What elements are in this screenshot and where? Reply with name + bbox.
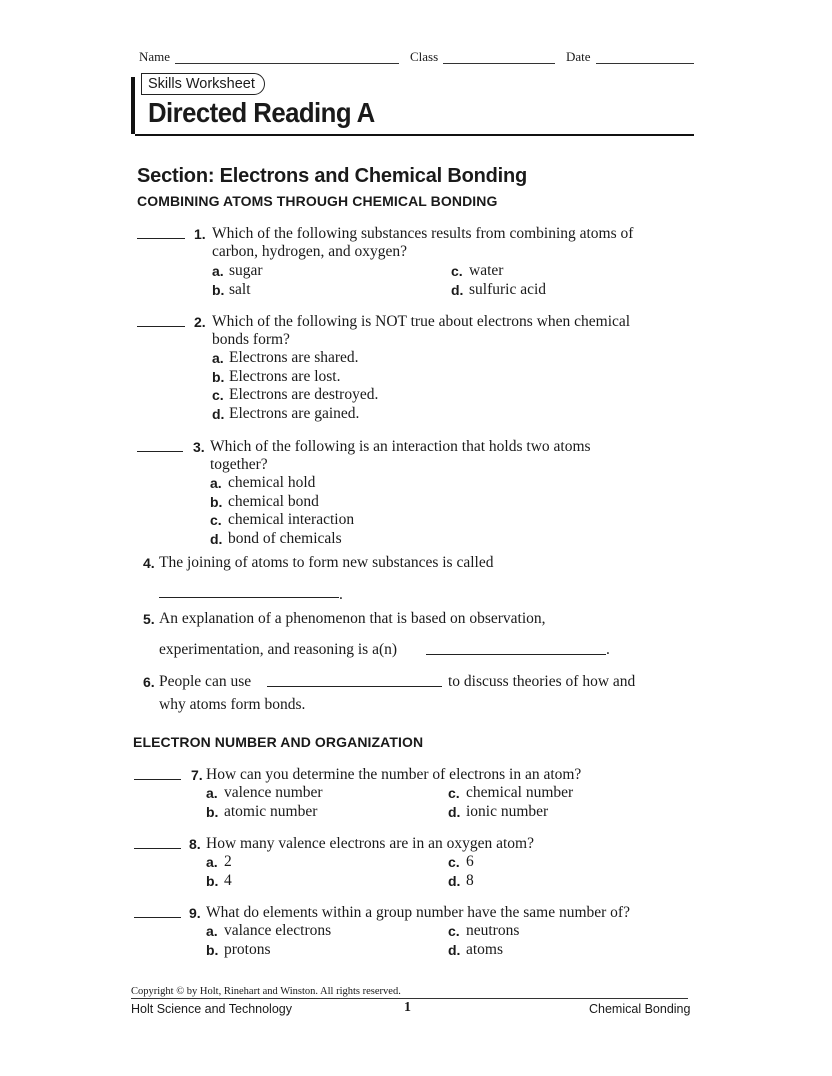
option-text: salt [229,281,251,298]
page-number: 1 [404,1000,411,1015]
subheading-electron-number: ELECTRON NUMBER AND ORGANIZATION [133,734,424,750]
option-letter: d. [212,406,225,422]
date-field[interactable] [596,63,694,64]
answer-blank-1[interactable] [137,238,185,239]
option-letter: b. [206,804,219,820]
footer-chapter: Chemical Bonding [589,1002,691,1016]
answer-blank-9[interactable] [134,917,181,918]
question-text: People can use [159,673,252,690]
date-label: Date [566,49,591,64]
option-letter: a. [210,475,222,491]
question-number: 5. [143,611,155,627]
question-text: together? [210,456,268,473]
option-text: atomic number [224,803,318,820]
fill-in-blank-4[interactable] [159,597,339,598]
option-letter: c. [212,387,224,403]
option-letter: a. [212,263,224,279]
name-field[interactable] [175,63,399,64]
option-text: chemical bond [228,493,319,510]
option-letter: c. [448,923,460,939]
end-punctuation: . [339,586,343,603]
option-letter: d. [448,942,461,958]
option-letter: c. [451,263,463,279]
class-label: Class [410,49,439,64]
option-text: protons [224,941,271,958]
footer-publisher: Holt Science and Technology [131,1002,292,1016]
option-text: valence number [224,784,323,801]
question-text: experimentation, and reasoning is a(n) [159,641,398,658]
question-number: 4. [143,555,155,571]
option-text: 8 [466,872,474,889]
question-number: 6. [143,674,155,690]
option-letter: d. [210,531,223,547]
option-text: water [469,262,504,279]
title-rule [135,134,694,136]
copyright-notice: Copyright © by Holt, Rinehart and Winston. All rights reserved. [131,986,401,997]
question-number: 2. [194,314,206,330]
question-text: How can you determine the number of electrons in an atom? [206,766,582,783]
option-text: chemical hold [228,474,316,491]
option-text: atoms [466,941,504,958]
question-number: 7. [191,767,203,783]
option-text: Electrons are lost. [229,368,341,385]
section-title: Section: Electrons and Chemical Bonding [137,165,528,187]
question-text: Which of the following is NOT true about electrons when chemical [212,313,631,330]
question-text: carbon, hydrogen, and oxygen? [212,243,407,260]
name-label: Name [139,49,171,64]
answer-blank-7[interactable] [134,779,181,780]
option-text: neutrons [466,922,520,939]
option-letter: b. [212,282,225,298]
option-letter: b. [206,873,219,889]
answer-blank-2[interactable] [137,326,185,327]
question-number: 1. [194,226,206,242]
option-letter: d. [448,804,461,820]
option-text: 6 [466,853,474,870]
option-text: Electrons are shared. [229,349,359,366]
option-text: 4 [224,872,232,889]
option-letter: d. [448,873,461,889]
option-text: sugar [229,262,263,279]
question-text: How many valence electrons are in an oxygen atom? [206,835,534,852]
option-letter: a. [206,923,218,939]
option-text: chemical number [466,784,574,801]
question-text: Which of the following substances results from combining atoms of [212,225,634,242]
option-text: chemical interaction [228,511,355,528]
option-letter: c. [448,854,460,870]
fill-in-blank-5[interactable] [426,654,606,655]
option-text: valance electrons [224,922,332,939]
option-text: sulfuric acid [469,281,547,298]
option-letter: c. [210,512,222,528]
option-text: ionic number [466,803,549,820]
option-letter: a. [212,350,224,366]
question-text: The joining of atoms to form new substances is called [159,554,494,571]
fill-in-blank-6[interactable] [267,686,442,687]
answer-blank-3[interactable] [137,451,183,452]
option-letter: b. [212,369,225,385]
page-title: Directed Reading A [148,97,375,128]
question-text: bonds form? [212,331,290,348]
option-letter: a. [206,854,218,870]
class-field[interactable] [443,63,555,64]
question-number: 9. [189,905,201,921]
option-letter: c. [448,785,460,801]
footer-rule [131,998,688,999]
question-text: What do elements within a group number have the same number of? [206,904,630,921]
option-text: bond of chemicals [228,530,342,547]
title-accent-bar [131,77,135,134]
question-number: 8. [189,836,201,852]
option-text: 2 [224,853,232,870]
option-letter: a. [206,785,218,801]
option-text: Electrons are destroyed. [229,386,379,403]
option-letter: b. [210,494,223,510]
option-letter: d. [451,282,464,298]
question-text: to discuss theories of how and [448,673,636,690]
answer-blank-8[interactable] [134,848,181,849]
worksheet-tab: Skills Worksheet [141,73,265,95]
end-punctuation: . [606,641,610,658]
question-text: Which of the following is an interaction that holds two atoms [210,438,591,455]
subheading-combining-atoms: COMBINING ATOMS THROUGH CHEMICAL BONDING [137,193,498,209]
question-text: An explanation of a phenomenon that is based on observation, [159,610,546,627]
option-text: Electrons are gained. [229,405,360,422]
question-text: why atoms form bonds. [159,696,306,713]
question-number: 3. [193,439,205,455]
option-letter: b. [206,942,219,958]
